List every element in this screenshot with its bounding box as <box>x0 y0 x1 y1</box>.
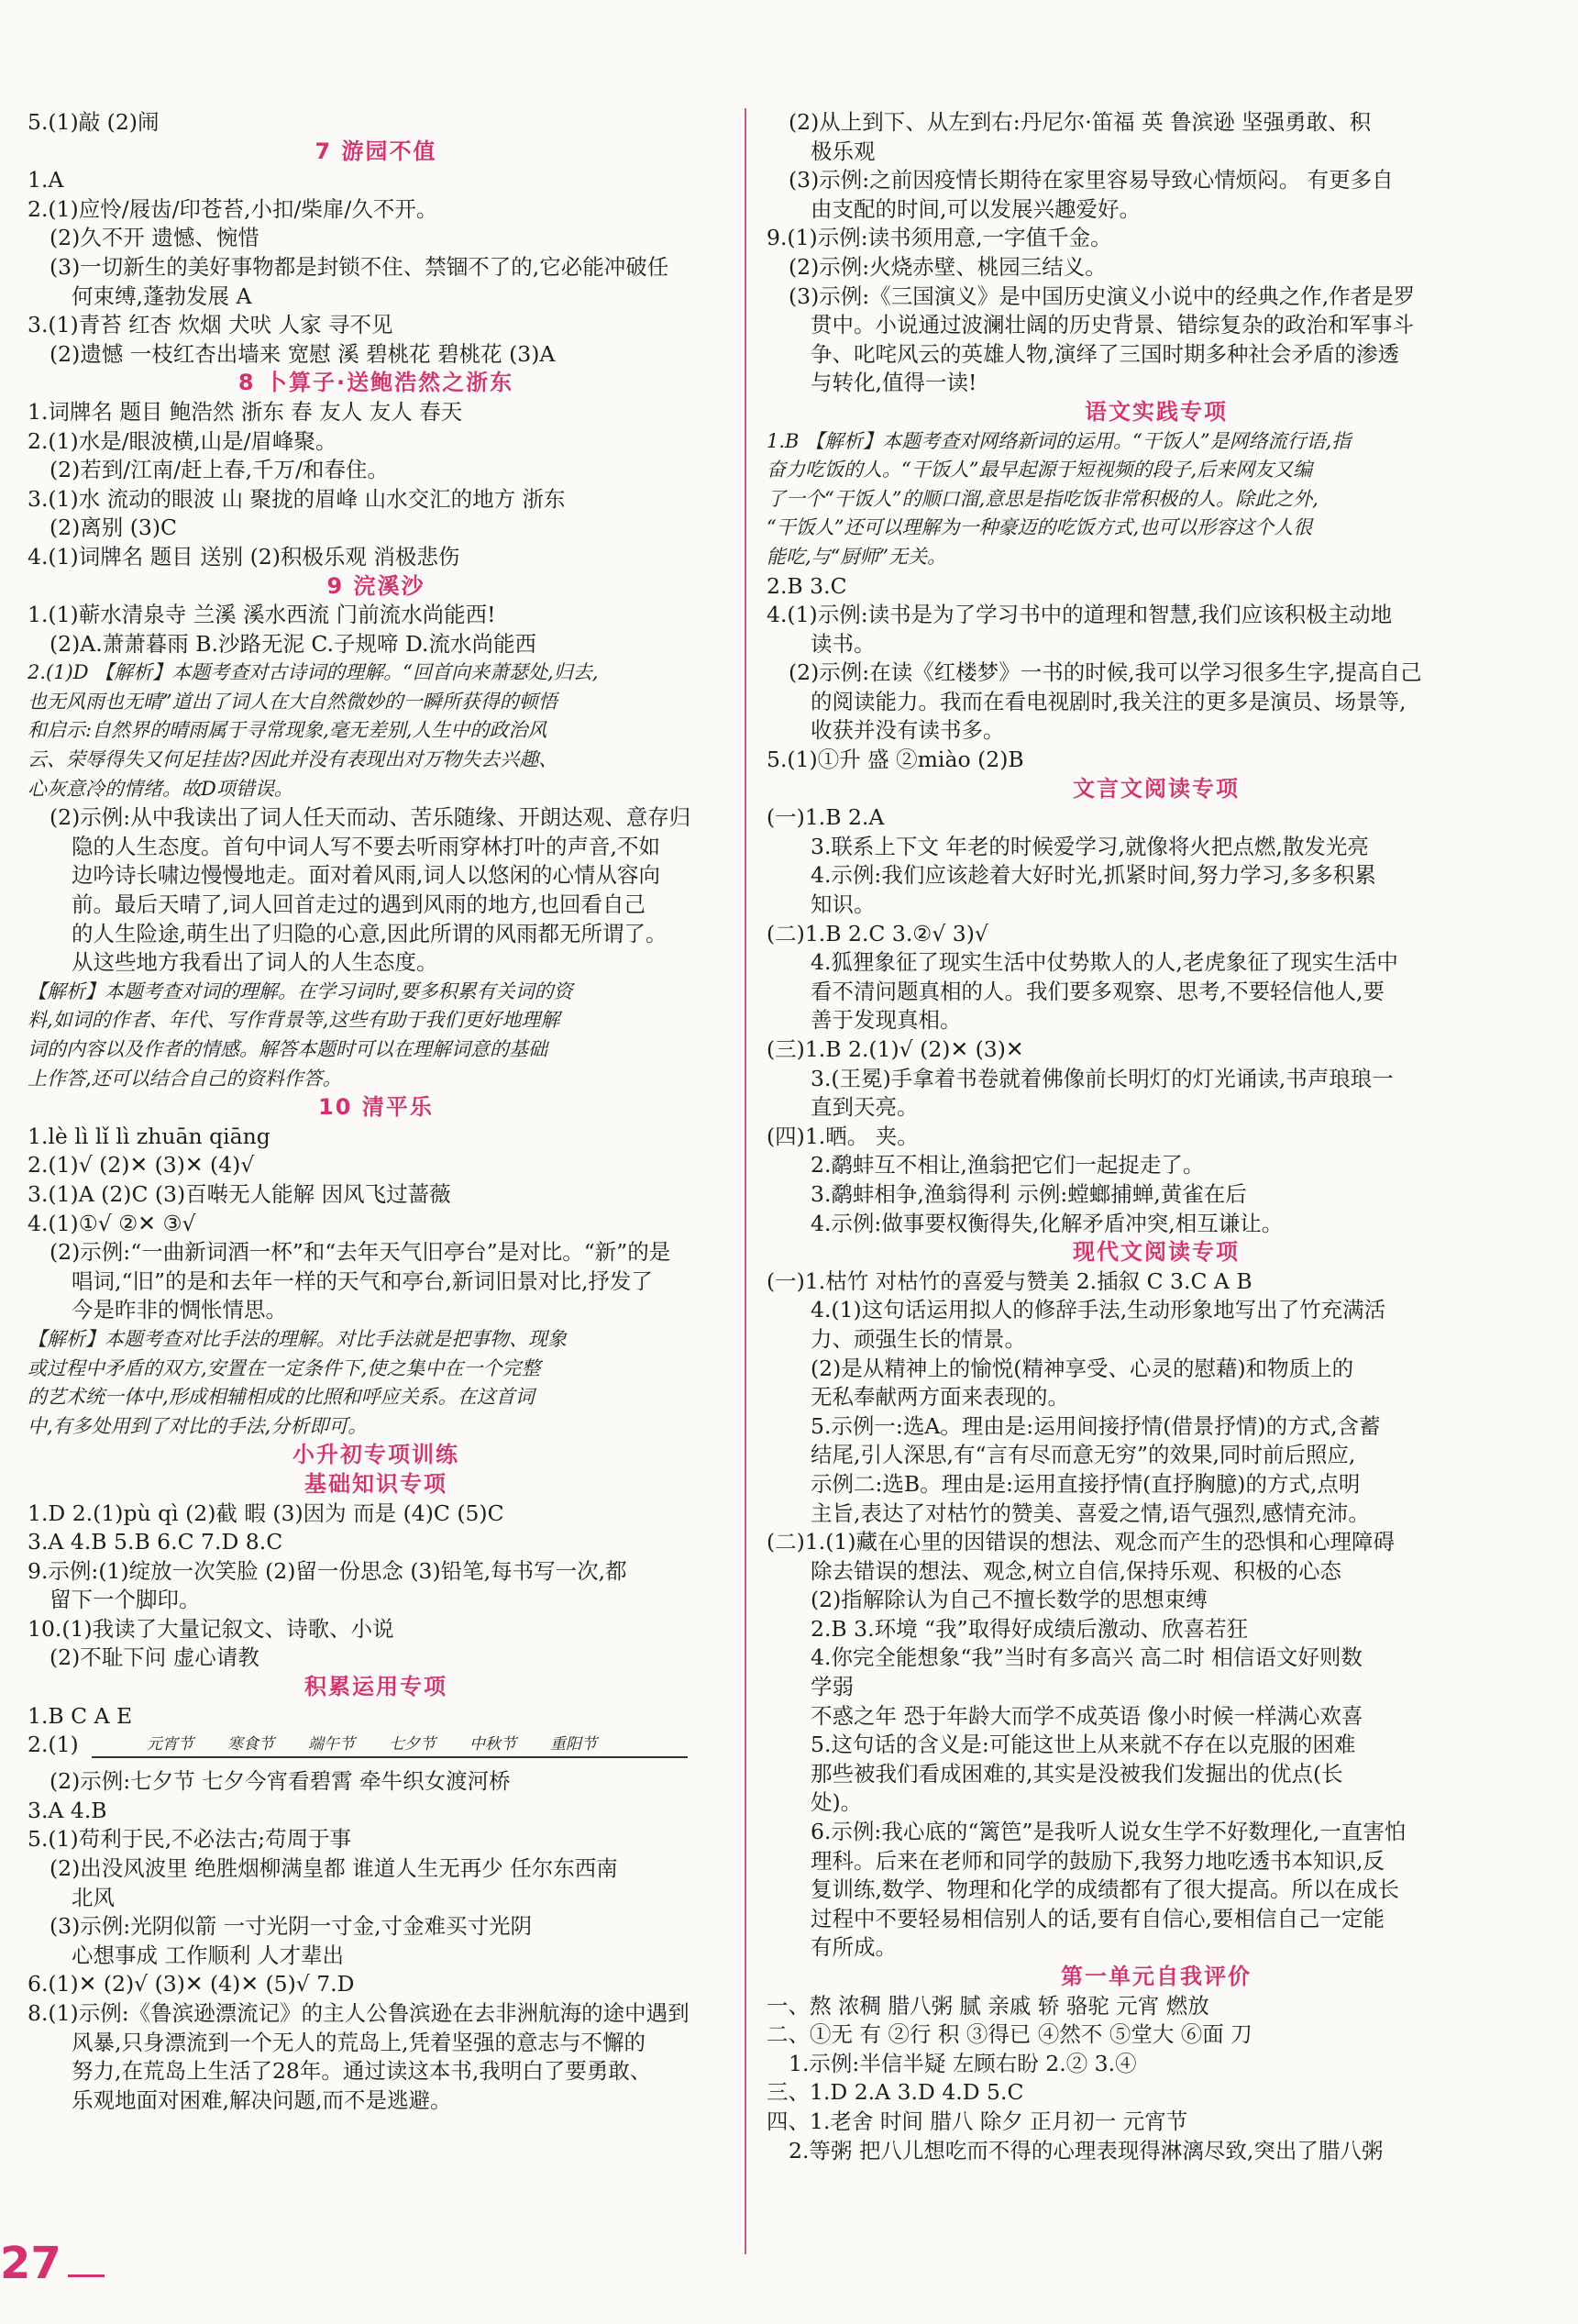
answer-line: 读书。 <box>811 630 876 657</box>
answer-line: 1.A <box>28 167 64 194</box>
answer-line: 贯中。小说通过波澜壮阔的历史背景、错综复杂的政治和军事斗 <box>811 312 1414 338</box>
answer-line: 词的内容以及作者的情感。解答本题时可以在理解词意的基础 <box>28 1038 547 1060</box>
answer-line: 除去错误的想法、观念,树立自信,保持乐观、积极的心态 <box>811 1557 1341 1584</box>
section-heading: 9 浣溪沙 <box>326 572 425 599</box>
answer-line: (二)1.B 2.C 3.②√ 3)√ <box>767 920 988 946</box>
answer-line: 看不清问题真相的人。我们要多观察、思考,不要轻信他人,要 <box>811 978 1385 1004</box>
timeline-festival: 端午节 <box>308 1735 355 1754</box>
answer-line: (2)遗憾 一枝红杏出墙来 宽慰 溪 碧桃花 碧桃花 (3)A <box>50 340 556 367</box>
answer-line: 前。最后天晴了,词人回首走过的遇到风雨的地方,也回看自己 <box>72 891 646 918</box>
answer-line: 那些被我们看成困难的,其实是没被我们发掘出的优点(长 <box>811 1760 1343 1787</box>
answer-line: (2)示例:火烧赤壁、桃园三结义。 <box>789 253 1107 280</box>
answer-line: 9.示例:(1)绽放一次笑脸 (2)留一份思念 (3)铅笔,每书写一次,都 <box>28 1557 627 1584</box>
answer-line: 3.鹬蚌相争,渔翁得利 示例:螳螂捕蝉,黄雀在后 <box>811 1180 1247 1207</box>
answer-line: 心想事成 工作顺利 人才辈出 <box>72 1942 344 1968</box>
answer-line: 2.B 3.环境 “我”取得好成绩后激动、欣喜若狂 <box>811 1615 1249 1642</box>
answer-line: 1.词牌名 题目 鲍浩然 浙东 春 友人 友人 春天 <box>28 398 463 425</box>
column-divider <box>745 108 746 2254</box>
answer-line: 3.联系上下文 年老的时候爱学习,就像将火把点燃,散发光亮 <box>811 833 1369 859</box>
answer-line: 1.D 2.(1)pù qì (2)截 暇 (3)因为 而是 (4)C (5)C <box>28 1500 504 1526</box>
answer-line: (2)出没风波里 绝胜烟柳满皇都 谁道人生无再少 任尔东西南 <box>50 1855 618 1882</box>
answer-line: 的人生险途,萌生出了归隐的心意,因此所谓的风雨都无所谓了。 <box>72 920 668 946</box>
answer-line: 2.鹬蚌互不相让,渔翁把它们一起捉走了。 <box>811 1152 1205 1179</box>
answer-line: 处)。 <box>811 1789 863 1816</box>
answer-line <box>28 1731 724 1767</box>
answer-line: 今是昨非的惆怅情思。 <box>72 1297 287 1323</box>
answer-line: 争、叱咤风云的英雄人物,演绎了三国时期多种社会矛盾的渗透 <box>811 340 1399 367</box>
answer-line: (2)久不开 遗憾、惋惜 <box>50 225 259 251</box>
answer-line: (四)1.晒。 夹。 <box>767 1123 919 1149</box>
answer-line: 1.B 【解析】本题考查对网络新词的运用。“干饭人”是网络流行语,指 <box>767 429 1352 452</box>
answer-line: 上作答,还可以结合自己的资料作答。 <box>28 1067 342 1090</box>
answer-line: 奋力吃饭的人。“干饭人”最早起源于短视频的段子,后来网友又编 <box>767 459 1313 481</box>
section-heading: 语文实践专项 <box>1085 398 1228 425</box>
section-heading: 基础知识专项 <box>304 1470 447 1497</box>
answer-line: 5.示例一:选A。理由是:运用间接抒情(借景抒情)的方式,含蓄 <box>811 1412 1381 1439</box>
answer-line: (2)不耻下问 虚心请教 <box>50 1644 259 1671</box>
answer-line: 云、荣辱得失又何足挂齿?因此并没有表现出对万物失去兴趣、 <box>28 748 558 771</box>
left-column <box>28 108 724 2115</box>
answer-line: 5.(1)①升 盛 ②miào (2)B <box>767 747 1024 773</box>
answer-line: 收获并没有读书多。 <box>811 717 1005 744</box>
answer-line: (3)一切新生的美好事物都是封锁不住、禁锢不了的,它必能冲破任 <box>50 253 669 280</box>
page-number-rule <box>68 2274 105 2277</box>
answer-line: 极乐观 <box>811 138 876 164</box>
answer-line: 1.示例:半信半疑 左顾右盼 2.② 3.④ <box>789 2050 1137 2076</box>
section-heading: 文言文阅读专项 <box>1073 775 1240 802</box>
answer-line: 4.(1)这句话运用拟人的修辞手法,生动形象地写出了竹充满活 <box>811 1297 1386 1323</box>
festival-timeline <box>92 1731 688 1767</box>
answer-line: 4.(1)①√ ②✕ ③√ <box>28 1210 196 1236</box>
answer-line: (2)从上到下、从左到右:丹尼尔·笛福 英 鲁滨逊 坚强勇敢、积 <box>789 109 1372 135</box>
answer-line: 乐观地面对困难,解决问题,而不是逃避。 <box>72 2086 452 2113</box>
answer-line: 有所成。 <box>811 1934 897 1961</box>
answer-line: 6.(1)✕ (2)√ (3)✕ (4)✕ (5)√ 7.D <box>28 1971 355 1998</box>
answer-line: 的阅读能力。我而在看电视剧时,我关注的更多是演员、场景等, <box>811 688 1407 714</box>
answer-line: 3.(1)青苔 红杏 炊烟 犬吠 人家 寻不见 <box>28 312 393 338</box>
answer-line: 4.狐狸象征了现实生活中仗势欺人的人,老虎象征了现实生活中 <box>811 949 1398 976</box>
answer-line: (2)示例:从中我读出了词人任天而动、苦乐随缘、开朗达观、意存归 <box>50 804 691 831</box>
answer-line: 10.(1)我读了大量记叙文、诗歌、小说 <box>28 1615 394 1642</box>
answer-line: 3.(王冕)手拿着书卷就着佛像前长明灯的灯光诵读,书声琅琅一 <box>811 1065 1394 1091</box>
answer-line: 2.(1)水是/眼波横,山是/眉峰聚。 <box>28 427 337 454</box>
answer-line: (2)示例:“一曲新词酒一杯”和“去年天气旧亭台”是对比。“新”的是 <box>50 1239 671 1266</box>
answer-line: 1.B C A E <box>28 1702 133 1729</box>
timeline-festival: 寒食节 <box>227 1735 274 1754</box>
answer-line: (2)示例:七夕节 七夕今宵看碧霄 牵牛织女渡河桥 <box>50 1768 511 1795</box>
answer-line: 能吃,与“厨师”无关。 <box>767 545 947 568</box>
answer-line: 1.lè lì lǐ lì zhuān qiāng <box>28 1123 270 1149</box>
answer-line: 2.(1)应怜/屐齿/印苍苔,小扣/柴扉/久不开。 <box>28 195 438 222</box>
answer-line: (二)1.(1)藏在心里的因错误的想法、观念而产生的恐惧和心理障碍 <box>767 1529 1396 1555</box>
answer-line: 6.示例:我心底的“篱笆”是我听人说女生学不好数理化,一直害怕 <box>811 1819 1407 1845</box>
answer-line: 结尾,引人深思,有“言有尽而意无穷”的效果,同时前后照应, <box>811 1442 1356 1468</box>
answer-line: 4.(1)词牌名 题目 送别 (2)积极乐观 消极悲伤 <box>28 543 460 570</box>
answer-line: 3.(1)A (2)C (3)百啭无人能解 因风飞过蔷薇 <box>28 1180 451 1207</box>
answer-line: (一)1.枯竹 对枯竹的喜爱与赞美 2.插叙 C 3.C A B <box>767 1267 1252 1294</box>
answer-line: 示例二:选B。理由是:运用直接抒情(直抒胸臆)的方式,点明 <box>811 1470 1361 1497</box>
answer-line: 心灰意冷的情绪。故D项错误。 <box>28 777 293 800</box>
answer-line: 理科。后来在老师和同学的鼓励下,我努力地吃透书本知识,反 <box>811 1847 1385 1874</box>
answer-line: (三)1.B 2.(1)√ (2)✕ (3)✕ <box>767 1036 1024 1062</box>
answer-line: 主旨,表达了对枯竹的赞美、喜爱之情,语气强烈,感情充沛。 <box>811 1500 1370 1526</box>
answer-line: (2)指解除认为自己不擅长数学的思想束缚 <box>811 1587 1208 1613</box>
answer-line: (3)示例:《三国演义》是中国历史演义小说中的经典之作,作者是罗 <box>789 282 1416 309</box>
section-heading: 10 清平乐 <box>318 1094 434 1121</box>
answer-line: 也无风雨也无晴”道出了词人在大自然微妙的一瞬所获得的顿悟 <box>28 690 557 713</box>
answer-line: 3.A 4.B <box>28 1797 107 1823</box>
answer-line: 5.(1)苟利于民,不必法古;苟周于事 <box>28 1826 352 1853</box>
answer-line: 9.(1)示例:读书须用意,一字值千金。 <box>767 225 1112 251</box>
answer-line: 的艺术统一体中,形成相辅相成的比照和呼应关系。在这首词 <box>28 1386 535 1409</box>
answer-line: 3.A 4.B 5.B 6.C 7.D 8.C <box>28 1529 283 1555</box>
answer-line: (3)示例:之前因疫情长期待在家里容易导致心情烦闷。 有更多自 <box>789 167 1394 194</box>
answer-line: 2.等粥 把八儿想吃而不得的心理表现得淋漓尽致,突出了腊八粥 <box>789 2137 1384 2164</box>
answer-line: 隐的人生态度。首句中词人写不要去听雨穿林打叶的声音,不如 <box>72 833 660 859</box>
answer-line: 4.示例:做事要权衡得失,化解矛盾冲突,相互谦让。 <box>811 1210 1284 1236</box>
answer-line: 不惑之年 恐于年龄大而学不成英语 像小时候一样满心欢喜 <box>811 1702 1363 1729</box>
page-number: 27 <box>0 2238 61 2289</box>
answer-line: 由支配的时间,可以发展兴趣爱好。 <box>811 195 1141 222</box>
timeline-festival: 七夕节 <box>389 1735 436 1754</box>
answer-line: 力、顽强生长的情景。 <box>811 1325 1026 1352</box>
timeline-festival: 中秋节 <box>469 1735 516 1754</box>
answer-line: (一)1.B 2.A <box>767 804 885 831</box>
answer-line: 5.这句话的含义是:可能这世上从来就不存在以克服的困难 <box>811 1732 1356 1758</box>
answer-line: 善于发现真相。 <box>811 1007 962 1034</box>
section-heading: 8 卜算子·送鲍浩然之浙东 <box>237 370 514 396</box>
answer-line: 边吟诗长啸边慢慢地走。面对着风雨,词人以悠闲的心情从容向 <box>72 862 660 889</box>
answer-line: 复训练,数学、物理和化学的成绩都有了很大提高。所以在成长 <box>811 1876 1399 1903</box>
answer-line: 2.(1)√ (2)✕ (3)✕ (4)√ <box>28 1152 255 1179</box>
answer-line: 中,有多处用到了对比的手法,分析即可。 <box>28 1414 368 1437</box>
answer-line: 2.(1)D 【解析】本题考查对古诗词的理解。“回首向来萧瑟处,归去, <box>28 661 599 684</box>
answer-line: 4.(1)示例:读书是为了学习书中的道理和智慧,我们应该积极主动地 <box>767 602 1393 628</box>
section-heading: 第一单元自我评价 <box>1061 1964 1252 1989</box>
answer-line: 努力,在荒岛上生活了28年。通过读这本书,我明白了要勇敢、 <box>72 2058 652 2085</box>
timeline-label: 2.(1) <box>28 1732 79 1758</box>
answer-line: 1.(1)蕲水清泉寺 兰溪 溪水西流 门前流水尚能西! <box>28 602 496 628</box>
answer-line: 唱词,“旧”的是和去年一样的天气和亭台,新词旧景对比,抒发了 <box>72 1267 653 1294</box>
section-heading: 7 游园不值 <box>314 138 437 164</box>
answer-line: 料,如词的作者、年代、写作背景等,这些有助于我们更好地理解 <box>28 1009 560 1032</box>
answer-line: 一、熬 浓稠 腊八粥 腻 亲戚 轿 骆驼 元宵 燃放 <box>767 1992 1209 2019</box>
answer-line: “干饭人”还可以理解为一种豪迈的吃饭方式,也可以形容这个人很 <box>767 516 1313 539</box>
answer-line: 风暴,只身漂流到一个无人的荒岛上,凭着坚强的意志与不懈的 <box>72 2029 646 2055</box>
answer-line: 从这些地方我看出了词人的人生态度。 <box>72 949 438 976</box>
answer-line: (2)离别 (3)C <box>50 515 178 541</box>
answer-line: 直到天亮。 <box>811 1094 919 1121</box>
answer-line: 和启示:自然界的晴雨属于寻常现象,毫无差别,人生中的政治风 <box>28 719 547 742</box>
section-heading: 积累运用专项 <box>304 1674 447 1700</box>
answer-line: (2)示例:在读《红楼梦》一书的时候,我可以学习很多生字,提高自己 <box>789 659 1422 686</box>
answer-line: 8.(1)示例:《鲁滨逊漂流记》的主人公鲁滨逊在去非洲航海的途中遇到 <box>28 2000 690 2026</box>
answer-line: 留下一个脚印。 <box>50 1587 201 1613</box>
answer-line: 或过程中矛盾的双方,安置在一定条件下,使之集中在一个完整 <box>28 1356 541 1379</box>
answer-line: 知识。 <box>811 891 876 918</box>
answer-line: 4.你完全能想象“我”当时有多高兴 高二时 相信语文好则数 <box>811 1644 1363 1671</box>
answer-line: (2)若到/江南/赶上春,千万/和春住。 <box>50 457 390 483</box>
answer-line: 【解析】本题考查对词的理解。在学习词时,要多积累有关词的资 <box>28 979 573 1002</box>
answer-line: 北风 <box>72 1884 115 1910</box>
answer-line: 学弱 <box>811 1674 854 1700</box>
answer-line: (2)A.萧萧暮雨 B.沙路无泥 C.子规啼 D.流水尚能西 <box>50 630 536 657</box>
answer-line: 过程中不要轻易相信别人的话,要有自信心,要相信自己一定能 <box>811 1905 1385 1931</box>
timeline-festival: 重阳节 <box>550 1735 597 1754</box>
answer-line: 【解析】本题考查对比手法的理解。对比手法就是把事物、现象 <box>28 1327 567 1350</box>
answer-line: 何束缚,蓬勃发展 A <box>72 282 252 309</box>
answer-line: 三、1.D 2.A 3.D 4.D 5.C <box>767 2079 1024 2106</box>
section-heading: 现代文阅读专项 <box>1073 1239 1240 1266</box>
answer-line: (2)是从精神上的愉悦(精神享受、心灵的慰藉)和物质上的 <box>811 1355 1354 1381</box>
section-heading: 小升初专项训练 <box>292 1442 459 1468</box>
answer-line: 3.(1)水 流动的眼波 山 聚拢的眉峰 山水交汇的地方 浙东 <box>28 485 566 512</box>
answer-line: 2.B 3.C <box>767 572 847 599</box>
timeline-festival: 元宵节 <box>147 1735 193 1754</box>
answer-line: (3)示例:光阴似箭 一寸光阴一寸金,寸金难买寸光阴 <box>50 1913 533 1940</box>
right-column <box>767 108 1546 2165</box>
answer-line: 四、1.老舍 时间 腊八 除夕 正月初一 元宵节 <box>767 2108 1188 2134</box>
answer-line: 4.示例:我们应该趁着大好时光,抓紧时间,努力学习,多多积累 <box>811 862 1376 889</box>
answer-line: 了一个“干饭人”的顺口溜,意思是指吃饭非常积极的人。除此之外, <box>767 487 1319 510</box>
answer-line: 二、①无 有 ②行 积 ③得已 ④然不 ⑤堂大 ⑥面 刀 <box>767 2021 1252 2048</box>
answer-line: 无私奉献两方面来表现的。 <box>811 1384 1069 1411</box>
answer-line: 与转化,值得一读! <box>811 370 977 396</box>
answer-line: 5.(1)敲 (2)闹 <box>28 109 160 135</box>
